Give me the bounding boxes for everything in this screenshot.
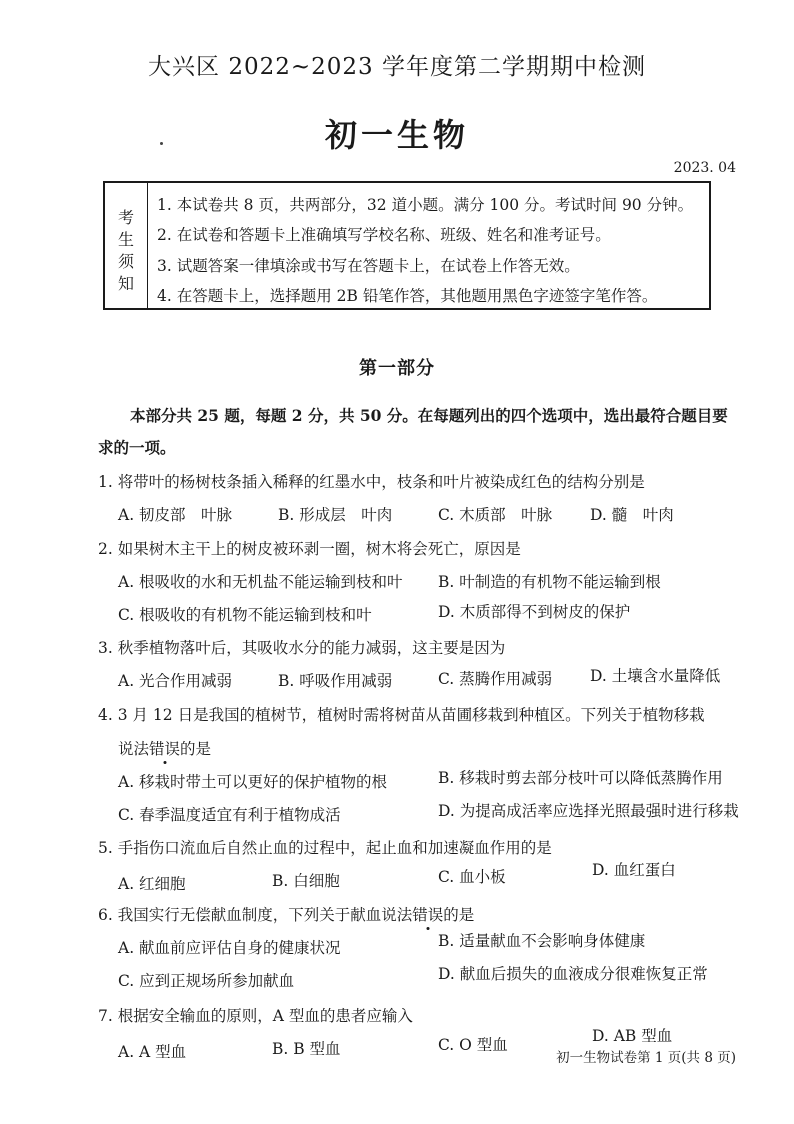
option-a: A. A 型血 [118,1043,187,1061]
notice-box [103,181,711,310]
option-a: A. 韧皮部 叶脉 [118,506,233,524]
option-d: D. 木质部得不到树皮的保护 [438,603,631,621]
option-a: A. 光合作用减弱 [118,672,233,690]
exam-title: 初一生物 [324,116,469,154]
question-stem: 4. 3 月 12 日是我国的植树节，植树时需将树苗从苗圃移栽到种植区。下列关于植物移栽 [98,706,705,724]
option-d: D. 为提高成活率应选择光照最强时进行移栽 [438,802,739,820]
question-stem [98,903,474,925]
question-stem: 2. 如果树木主干上的树皮被环剥一圈，树木将会死亡，原因是 [98,540,521,558]
notice-item: 1. 本试卷共 8 页，共两部分，32 道小题。满分 100 分。考试时间 90 分钟。 [157,196,694,214]
option-b: B. 适量献血不会影响身体健康 [438,932,646,950]
page-footer: 初一生物试卷第 1 页(共 8 页) [556,1050,736,1066]
option-c: C. 蒸腾作用减弱 [438,670,553,688]
option-d: D. 髓 叶肉 [590,506,674,524]
emphasis-word: 错误 [149,740,181,758]
question-stem-cont [118,737,211,759]
option-b: B. B 型血 [272,1040,341,1058]
stem-text: 说法 [118,740,150,758]
notice-item: 2. 在试卷和答题卡上准确填写学校名称、班级、姓名和准考证号。 [157,226,611,244]
stem-text: 的是 [180,740,212,758]
part-title: 第一部分 [359,358,435,379]
exam-header: 大兴区 2022~2023 学年度第二学期期中检测 [148,54,646,80]
option-c: C. 血小板 [438,868,506,886]
notice-label-column [105,183,148,308]
question-stem: 1. 将带叶的杨树枝条插入稀释的红墨水中，枝条和叶片被染成红色的结构分别是 [98,473,645,491]
part-instruction-cont: 求的一项。 [98,438,176,457]
option-b: B. 叶制造的有机物不能运输到根 [438,573,661,591]
option-c: C. 根吸收的有机物不能运输到枝和叶 [118,606,372,624]
question-stem: 7. 根据安全输血的原则，A 型血的患者应输入 [98,1007,413,1025]
stem-text: 6. 我国实行无偿献血制度，下列关于献血说法 [98,906,413,924]
option-c: C. 木质部 叶脉 [438,506,553,524]
emphasis-word: 错误 [412,906,444,924]
option-c: C. 春季温度适宜有利于植物成活 [118,806,341,824]
notice-label-char: 生 [117,230,134,249]
question-stem: 5. 手指伤口流血后自然止血的过程中，起止血和加速凝血作用的是 [98,839,552,857]
option-a: A. 根吸收的水和无机盐不能运输到枝和叶 [118,573,403,591]
notice-label-char: 考 [117,208,134,227]
option-b: B. 呼吸作用减弱 [278,672,393,690]
option-d: D. 献血后损失的血液成分很难恢复正常 [438,965,708,983]
option-a: A. 红细胞 [118,875,186,893]
stem-text: 的是 [443,906,475,924]
option-d: D. AB 型血 [592,1027,673,1045]
option-a: A. 献血前应评估自身的健康状况 [118,939,341,957]
notice-label-char: 须 [117,252,134,271]
option-b: B. 白细胞 [272,872,340,890]
notice-item: 4. 在答题卡上，选择题用 2B 铅笔作答，其他题用黑色字迹签字笔作答。 [157,287,658,305]
option-a: A. 移栽时带土可以更好的保护植物的根 [118,773,388,791]
part-instruction: 本部分共 25 题，每题 2 分，共 50 分。在每题列出的四个选项中，选出最符合题目要 [130,406,728,425]
option-d: D. 血红蛋白 [592,861,676,879]
option-b: B. 形成层 叶肉 [278,506,393,524]
option-b: B. 移栽时剪去部分枝叶可以降低蒸腾作用 [438,769,723,787]
notice-item: 3. 试题答案一律填涂或书写在答题卡上，在试卷上作答无效。 [157,257,580,275]
option-d: D. 土壤含水量降低 [590,667,721,685]
question-stem: 3. 秋季植物落叶后，其吸收水分的能力减弱，这主要是因为 [98,639,506,657]
option-c: C. O 型血 [438,1036,508,1054]
option-c: C. 应到正规场所参加献血 [118,972,295,990]
exam-date: 2023. 04 [673,160,736,176]
notice-label-char: 知 [117,274,134,293]
